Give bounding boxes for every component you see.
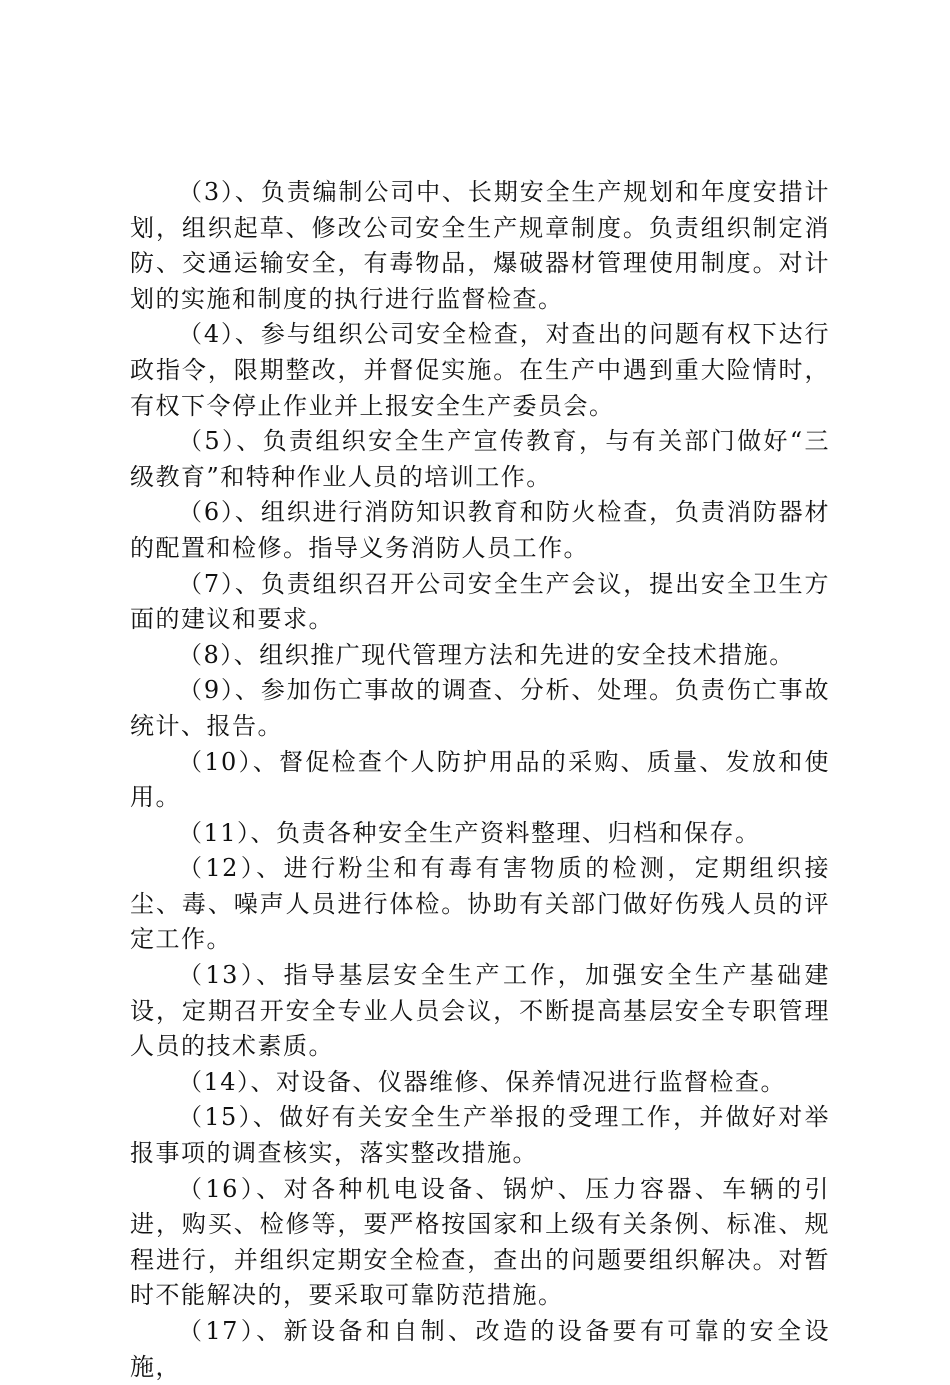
paragraph-item-5: （5）、负责组织安全生产宣传教育，与有关部门做好“三级教育”和特种作业人员的培训工作。 [130, 427, 830, 491]
paragraph-item-11: （11）、负责各种安全生产资料整理、归档和保存。 [178, 818, 761, 847]
paragraph-item-4: （4）、参与组织公司安全检查，对查出的问题有权下达行政指令，限期整改，并督促实施。在生产中遇到重大险情时，有权下令停止作业并上报安全生产委员会。 [130, 320, 830, 420]
document-body [130, 175, 830, 1385]
paragraph-item-13: （13）、指导基层安全生产工作，加强安全生产基础建设，定期召开安全专业人员会议，不断提高基层安全专职管理人员的技术素质。 [130, 961, 830, 1061]
paragraph-item-9: （9）、参加伤亡事故的调查、分析、处理。负责伤亡事故统计、报告。 [130, 676, 830, 740]
paragraph-item-7: （7）、负责组织召开公司安全生产会议，提出安全卫生方面的建议和要求。 [130, 569, 830, 634]
paragraph-item-3: （3）、负责编制公司中、长期安全生产规划和年度安措计划，组织起草、修改公司安全生产规章制度。负责组织制定消防、交通运输安全，有毒物品，爆破器材管理使用制度。对计划的实施和制度的执行进行监督检查。 [130, 178, 830, 313]
paragraph-item-10: （10）、督促检查个人防护用品的采购、质量、发放和使用。 [130, 747, 830, 812]
paragraph-item-16: （16）、对各种机电设备、锅炉、压力容器、车辆的引进，购买、检修等，要严格按国家和上级有关条例、标准、规程进行，并组织定期安全检查，查出的问题要组织解决。对暂时不能解决的，要采取可靠防范措施。 [130, 1174, 830, 1310]
paragraph-item-14: （14）、对设备、仪器维修、保养情况进行监督检查。 [178, 1067, 787, 1096]
paragraph-item-17: （17）、新设备和自制、改造的设备要有可靠的安全设施， [130, 1317, 830, 1381]
paragraph-item-6: （6）、组织进行消防知识教育和防火检查，负责消防器材的配置和检修。指导义务消防人员工作。 [130, 498, 830, 562]
paragraph-item-12: （12）、进行粉尘和有毒有害物质的检测，定期组织接尘、毒、噪声人员进行体检。协助有关部门做好伤残人员的评定工作。 [130, 854, 830, 954]
paragraph-item-8: （8）、组织推广现代管理方法和先进的安全技术措施。 [178, 640, 795, 669]
paragraph-item-15: （15）、做好有关安全生产举报的受理工作，并做好对举报事项的调查核实，落实整改措施。 [130, 1103, 830, 1168]
